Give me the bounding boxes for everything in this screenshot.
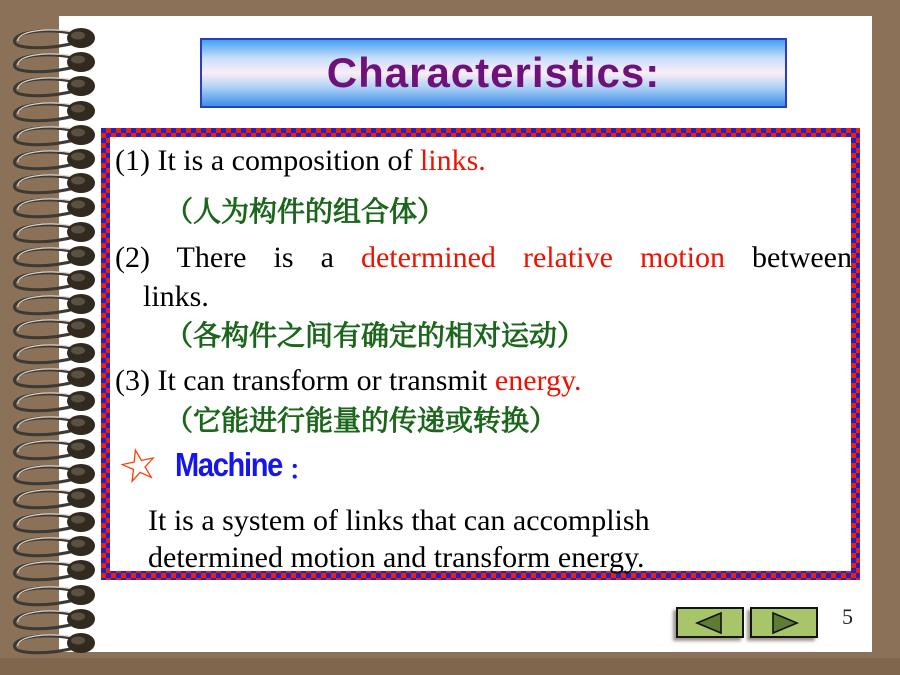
point-1-line xyxy=(115,143,486,179)
point-2-line xyxy=(115,240,852,276)
content-box xyxy=(101,128,860,580)
star-icon: ☆ xyxy=(112,434,165,496)
title-banner xyxy=(200,38,787,108)
previous-slide-button[interactable] xyxy=(676,607,744,638)
point-3-line xyxy=(115,363,582,399)
point-3-note: （它能进行能量的传递或转换） xyxy=(165,406,558,437)
machine-definition-line-1: It is a system of links that can accomplish xyxy=(148,504,650,537)
point-2-text: (2) There is a xyxy=(115,241,361,274)
page-number: 5 xyxy=(842,604,853,629)
point-2-wrap: links. xyxy=(143,280,209,313)
machine-heading xyxy=(112,434,315,497)
binding-coil-icon xyxy=(2,631,97,661)
point-2-suffix: between xyxy=(724,241,852,274)
point-3-highlight: energy. xyxy=(494,364,582,397)
next-slide-button[interactable] xyxy=(750,607,818,638)
bottom-shadow xyxy=(0,658,900,675)
machine-colon: ： xyxy=(288,456,315,485)
point-1-text: (1) It is a composition of xyxy=(115,144,420,177)
point-2-highlight: determined relative motion xyxy=(360,241,725,274)
point-1-highlight: links. xyxy=(419,144,486,177)
machine-definition-line-2: determined motion and transform energy. xyxy=(148,541,645,574)
point-2-note: （各构件之间有确定的相对运动） xyxy=(165,321,586,352)
left-arrow-icon xyxy=(688,611,732,635)
content-area xyxy=(110,137,852,574)
page-title: Characteristics: xyxy=(326,49,661,96)
spiral-binding xyxy=(2,0,98,675)
machine-label: Machine xyxy=(175,446,283,483)
point-3-text: (3) It can transform or transmit xyxy=(115,364,495,397)
right-arrow-icon xyxy=(762,611,806,635)
point-1-note: （人为构件的组合体） xyxy=(165,197,446,228)
